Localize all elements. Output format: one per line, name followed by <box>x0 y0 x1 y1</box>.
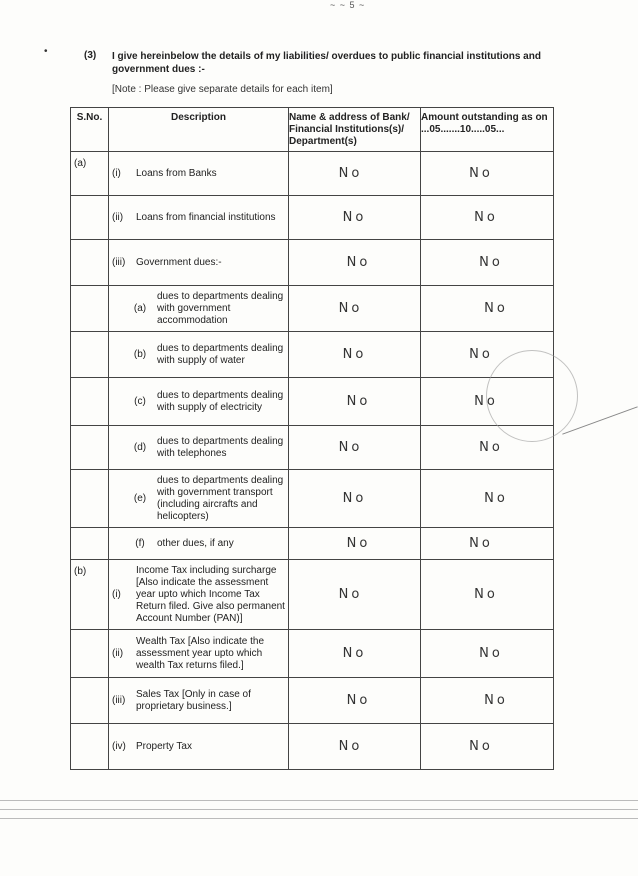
row-roman-label: (iii) <box>112 695 126 706</box>
handwritten-amount-entry: No <box>479 255 503 270</box>
handwritten-name-entry: No <box>346 693 371 708</box>
row-sno <box>71 678 109 724</box>
row-sub-label: (d) <box>133 442 147 453</box>
row-sno <box>71 196 109 240</box>
table-row <box>71 630 554 678</box>
row-sno <box>71 426 109 470</box>
row-description: Income Tax including surcharge [Also indicate the assessment year upto which Income Tax Return filed. Give also permanent Account Number (PAN)] <box>136 564 285 624</box>
note-text: [Note : Please give separate details for each item] <box>112 84 333 95</box>
row-description: dues to departments dealing with government accommodation <box>157 290 284 326</box>
row-roman-label: (ii) <box>112 212 124 223</box>
handwritten-amount-entry: No <box>469 166 493 181</box>
row-amount-cell <box>421 286 554 332</box>
row-name-cell <box>289 678 421 724</box>
table-row <box>71 378 554 426</box>
row-description-cell <box>109 470 289 528</box>
handwritten-name-entry: No <box>346 394 371 409</box>
row-amount-cell <box>421 724 554 770</box>
row-description-cell <box>109 196 289 240</box>
row-sub-label: (c) <box>134 396 146 407</box>
table-row <box>71 470 554 528</box>
row-description-cell <box>109 630 289 678</box>
row-name-cell <box>289 240 421 286</box>
row-description: dues to departments dealing with supply of electricity <box>157 389 284 413</box>
handwritten-name-entry: No <box>338 440 363 455</box>
row-name-cell <box>289 152 421 196</box>
top-scribble: ~ ~ 5 ~ <box>330 0 366 10</box>
handwritten-name-entry: No <box>338 587 363 602</box>
row-sno <box>71 332 109 378</box>
table-row <box>71 332 554 378</box>
row-sno <box>71 240 109 286</box>
row-amount-cell <box>421 630 554 678</box>
row-description-cell <box>109 152 289 196</box>
row-description: dues to departments dealing with telephones <box>157 435 284 459</box>
row-sno <box>71 528 109 560</box>
row-sno <box>71 470 109 528</box>
table-row <box>71 724 554 770</box>
row-sno <box>71 378 109 426</box>
handwritten-amount-entry: No <box>474 394 498 409</box>
handwritten-name-entry: No <box>338 166 363 181</box>
row-roman-label: (iv) <box>112 741 126 752</box>
row-amount-cell <box>421 678 554 724</box>
row-description: dues to departments dealing with government transport (including aircrafts and helicopters) <box>157 474 284 522</box>
row-sno: (a) <box>71 152 109 196</box>
row-name-cell <box>289 528 421 560</box>
row-name-cell <box>289 196 421 240</box>
row-description: other dues, if any <box>157 537 234 549</box>
table-row <box>71 286 554 332</box>
row-description: Loans from Banks <box>136 167 217 179</box>
row-sno <box>71 286 109 332</box>
handwritten-name-entry: No <box>342 210 367 225</box>
table-row <box>71 426 554 470</box>
handwritten-amount-entry: No <box>484 491 508 506</box>
handwritten-amount-entry: No <box>479 646 503 661</box>
row-description-cell <box>109 724 289 770</box>
margin-mark: • <box>44 46 48 57</box>
row-name-cell <box>289 724 421 770</box>
header-sno: S.No. <box>71 108 109 152</box>
handwritten-amount-entry: No <box>469 739 493 754</box>
handwritten-amount-entry: No <box>469 536 493 551</box>
row-sub-label: (a) <box>133 303 147 314</box>
row-name-cell <box>289 470 421 528</box>
row-sub-label: (e) <box>133 493 147 504</box>
row-description-cell <box>109 286 289 332</box>
header-name-address: Name & address of Bank/ Financial Institutions(s)/ Department(s) <box>289 108 421 152</box>
liabilities-table <box>70 107 554 770</box>
row-amount-cell <box>421 528 554 560</box>
handwritten-amount-entry: No <box>479 440 503 455</box>
item-number: (3) <box>84 50 97 61</box>
table-row <box>71 240 554 286</box>
row-sno: (b) <box>71 560 109 630</box>
row-name-cell <box>289 426 421 470</box>
row-sub-label: (f) <box>135 538 145 549</box>
row-description-cell <box>109 560 289 630</box>
row-description-cell <box>109 332 289 378</box>
handwritten-name-entry: No <box>342 347 367 362</box>
handwritten-name-entry: No <box>338 739 363 754</box>
row-name-cell <box>289 560 421 630</box>
row-name-cell <box>289 378 421 426</box>
row-description: Government dues:- <box>136 256 222 268</box>
row-roman-label: (i) <box>112 168 121 179</box>
handwritten-amount-entry: No <box>484 301 508 316</box>
handwritten-name-entry: No <box>342 646 367 661</box>
row-roman-label: (i) <box>112 589 121 600</box>
row-description: Property Tax <box>136 740 192 752</box>
row-name-cell <box>289 332 421 378</box>
row-roman-label: (ii) <box>112 648 124 659</box>
intro-text: I give hereinbelow the details of my liabilities/ overdues to public financial institutions and government dues :- <box>112 51 541 75</box>
handwritten-name-entry: No <box>338 301 363 316</box>
handwritten-name-entry: No <box>346 536 371 551</box>
official-stamp <box>486 350 578 442</box>
table-row <box>71 560 554 630</box>
table-row <box>71 196 554 240</box>
row-sno <box>71 724 109 770</box>
header-description: Description <box>109 108 289 152</box>
row-description: Wealth Tax [Also indicate the assessment year upto which wealth Tax returns filed.] <box>136 635 265 671</box>
row-amount-cell <box>421 240 554 286</box>
handwritten-amount-entry: No <box>474 210 498 225</box>
row-amount-cell <box>421 152 554 196</box>
handwritten-amount-entry: No <box>484 693 508 708</box>
row-description: Loans from financial institutions <box>136 211 276 223</box>
row-description-cell <box>109 240 289 286</box>
row-description-cell <box>109 528 289 560</box>
row-sub-label: (b) <box>133 349 147 360</box>
row-amount-cell <box>421 470 554 528</box>
table-row <box>71 528 554 560</box>
row-description: dues to departments dealing with supply of water <box>157 342 284 366</box>
table-row <box>71 152 554 196</box>
row-name-cell <box>289 286 421 332</box>
handwritten-name-entry: No <box>346 255 371 270</box>
row-amount-cell <box>421 196 554 240</box>
row-roman-label: (iii) <box>112 257 126 268</box>
handwritten-amount-entry: No <box>474 587 498 602</box>
row-description-cell <box>109 678 289 724</box>
header-amount: Amount outstanding as on ...05.......10.....05... <box>421 108 554 152</box>
row-description-cell <box>109 426 289 470</box>
handwritten-amount-entry: No <box>469 347 493 362</box>
handwritten-name-entry: No <box>342 491 367 506</box>
row-amount-cell <box>421 560 554 630</box>
row-sno <box>71 630 109 678</box>
row-description-cell <box>109 378 289 426</box>
row-description: Sales Tax [Only in case of proprietary business.] <box>136 688 251 712</box>
page-edge-lines <box>0 800 638 827</box>
table-row <box>71 678 554 724</box>
row-name-cell <box>289 630 421 678</box>
